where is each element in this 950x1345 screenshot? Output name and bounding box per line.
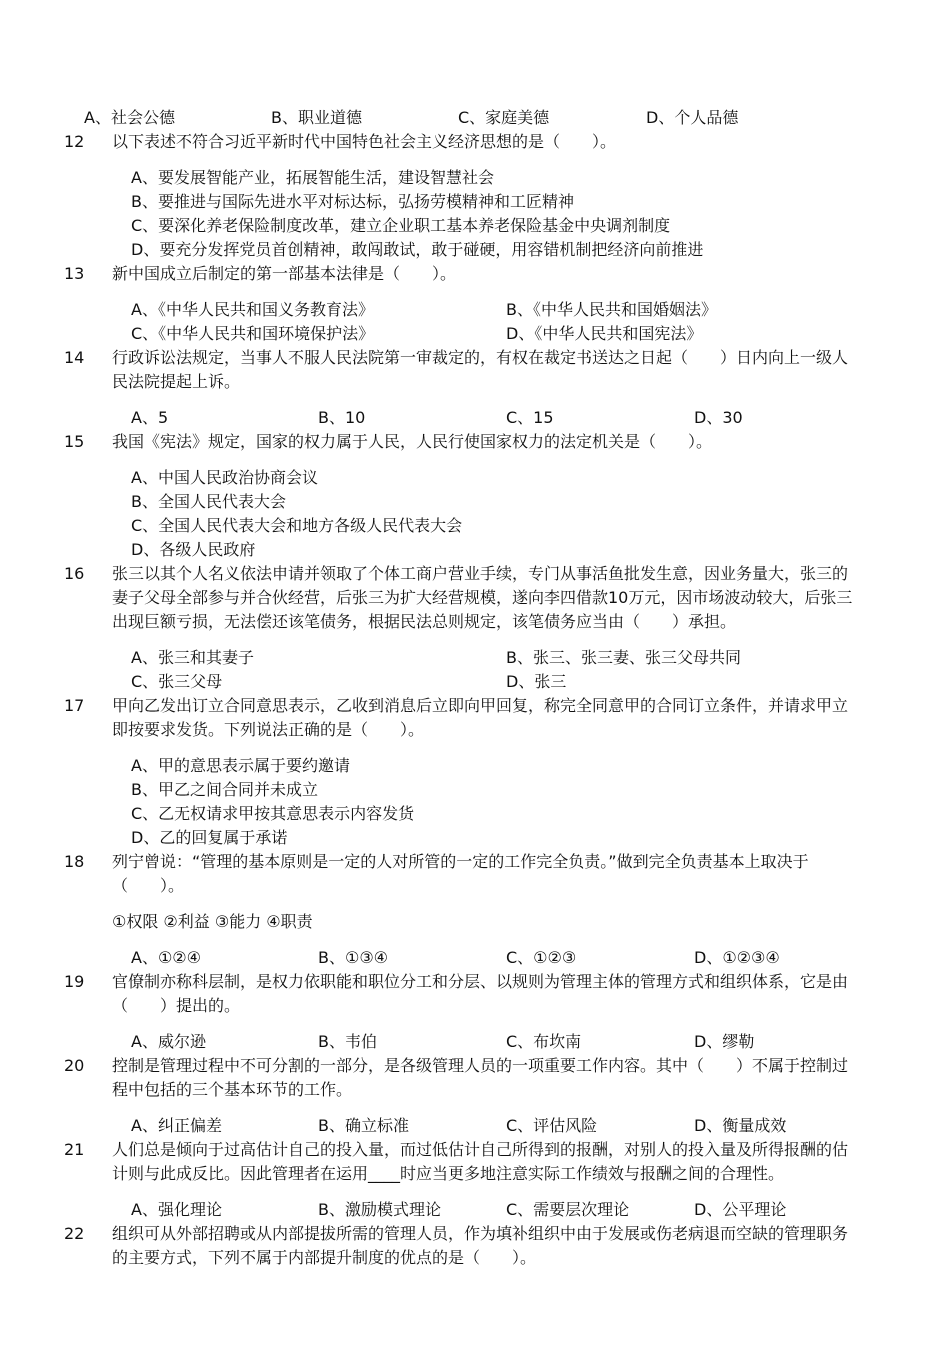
question-stem: 甲向乙发出订立合同意思表示，乙收到消息后立即向甲回复，称完全同意甲的合同订立条件，并请求甲立即按要求发货。下列说法正确的是（ ）。 bbox=[112, 696, 849, 739]
q19-option-d: D、缪勒 bbox=[694, 1032, 755, 1051]
q12-option-c: C、要深化养老保险制度改革，建立企业职工基本养老保险基金中央调剂制度 bbox=[131, 216, 671, 235]
question-number: 14 bbox=[64, 348, 85, 367]
question-stem: 控制是管理过程中不可分割的一部分，是各级管理人员的一项重要工作内容。其中（ ）不属于控制过程中包括的三个基本环节的工作。 bbox=[112, 1056, 849, 1099]
q18-option-c: C、①②③ bbox=[506, 948, 577, 967]
q20-option-d: D、衡量成效 bbox=[694, 1116, 787, 1135]
q21-option-c: C、需要层次理论 bbox=[506, 1200, 630, 1219]
question-stem: 组织可从外部招聘或从内部提拔所需的管理人员，作为填补组织中由于发展或伤老病退而空缺的管理职务的主要方式，下列不属于内部提升制度的优点的是（ ）。 bbox=[112, 1224, 849, 1267]
question-number: 15 bbox=[64, 432, 85, 451]
q20-option-b: B、确立标准 bbox=[318, 1116, 409, 1135]
q21-option-b: B、激励模式理论 bbox=[318, 1200, 441, 1219]
q19-option-c: C、布坎南 bbox=[506, 1032, 582, 1051]
q19-option-a: A、威尔逊 bbox=[131, 1032, 206, 1051]
question-stem: 我国《宪法》规定，国家的权力属于人民，人民行使国家权力的法定机关是（ ）。 bbox=[112, 432, 713, 451]
question-stem: 新中国成立后制定的第一部基本法律是（ ）。 bbox=[112, 264, 457, 283]
q11-option-d: D、个人品德 bbox=[646, 108, 739, 127]
question-number: 20 bbox=[64, 1056, 85, 1075]
q15-option-a: A、中国人民政治协商会议 bbox=[131, 468, 318, 487]
q14-option-b: B、10 bbox=[318, 408, 366, 427]
q17-option-d: D、乙的回复属于承诺 bbox=[131, 828, 288, 847]
question-number: 13 bbox=[64, 264, 85, 283]
question-stem: 官僚制亦称科层制，是权力依职能和职位分工和分层、以规则为管理主体的管理方式和组织体系，它是由（ ）提出的。 bbox=[112, 972, 849, 1015]
q18-item-list: ①权限 ②利益 ③能力 ④职责 bbox=[112, 912, 313, 931]
question-stem: 列宁曾说：“管理的基本原则是一定的人对所管的一定的工作完全负责。”做到完全负责基本上取决于（ ）。 bbox=[112, 852, 809, 895]
q14-option-a: A、5 bbox=[131, 408, 169, 427]
q18-option-b: B、①③④ bbox=[318, 948, 389, 967]
question-stem: 行政诉讼法规定，当事人不服人民法院第一审裁定的，有权在裁定书送达之日起（ ）日内向上一级人民法院提起上诉。 bbox=[112, 348, 849, 391]
q20-option-a: A、纠正偏差 bbox=[131, 1116, 222, 1135]
q12-option-d: D、要充分发挥党员首创精神，敢闯敢试，敢于碰硬，用容错机制把经济向前推进 bbox=[131, 240, 704, 259]
q16-option-b: B、张三、张三妻、张三父母共同 bbox=[506, 648, 741, 667]
q15-option-c: C、全国人民代表大会和地方各级人民代表大会 bbox=[131, 516, 463, 535]
q16-option-d: D、张三 bbox=[506, 672, 567, 691]
q11-option-b: B、职业道德 bbox=[271, 108, 362, 127]
question-number: 19 bbox=[64, 972, 85, 991]
q11-option-c: C、家庭美德 bbox=[458, 108, 550, 127]
q17-option-c: C、乙无权请求甲按其意思表示内容发货 bbox=[131, 804, 415, 823]
q16-option-a: A、张三和其妻子 bbox=[131, 648, 254, 667]
q18-option-d: D、①②③④ bbox=[694, 948, 780, 967]
q14-option-c: C、15 bbox=[506, 408, 554, 427]
question-stem: 以下表述不符合习近平新时代中国特色社会主义经济思想的是（ ）。 bbox=[112, 132, 617, 151]
q13-option-b: B、《中华人民共和国婚姻法》 bbox=[506, 300, 717, 319]
q21-option-a: A、强化理论 bbox=[131, 1200, 222, 1219]
q12-option-b: B、要推进与国际先进水平对标达标，弘扬劳模精神和工匠精神 bbox=[131, 192, 574, 211]
question-stem: 人们总是倾向于过高估计自己的投入量，而过低估计自己所得到的报酬，对别人的投入量及所得报酬的估计则与此成反比。因此管理者在运用____时应当更多地注意实际工作绩效与报酬之间的合理性。 bbox=[112, 1140, 849, 1183]
q16-option-c: C、张三父母 bbox=[131, 672, 223, 691]
question-number: 22 bbox=[64, 1224, 85, 1243]
q15-option-d: D、各级人民政府 bbox=[131, 540, 256, 559]
q15-option-b: B、全国人民代表大会 bbox=[131, 492, 286, 511]
q13-option-a: A、《中华人民共和国义务教育法》 bbox=[131, 300, 374, 319]
q19-option-b: B、韦伯 bbox=[318, 1032, 377, 1051]
q20-option-c: C、评估风险 bbox=[506, 1116, 598, 1135]
q17-option-b: B、甲乙之间合同并未成立 bbox=[131, 780, 318, 799]
q14-option-d: D、30 bbox=[694, 408, 743, 427]
q13-option-d: D、《中华人民共和国宪法》 bbox=[506, 324, 703, 343]
question-stem: 张三以其个人名义依法申请并领取了个体工商户营业手续，专门从事活鱼批发生意，因业务量大，张三的妻子父母全部参与并合伙经营，后张三为扩大经营规模，遂向李四借款10万元，因市场波动较大，后张三出现巨额亏损，无法偿还该笔债务，根据民法总则规定，该笔债务应当由（ ）承担。 bbox=[112, 564, 853, 631]
q17-option-a: A、甲的意思表示属于要约邀请 bbox=[131, 756, 350, 775]
question-number: 18 bbox=[64, 852, 85, 871]
question-number: 17 bbox=[64, 696, 85, 715]
q11-option-a: A、社会公德 bbox=[84, 108, 175, 127]
question-number: 16 bbox=[64, 564, 85, 583]
q18-option-a: A、①②④ bbox=[131, 948, 201, 967]
question-number: 21 bbox=[64, 1140, 85, 1159]
q13-option-c: C、《中华人民共和国环境保护法》 bbox=[131, 324, 375, 343]
question-number: 12 bbox=[64, 132, 85, 151]
q12-option-a: A、要发展智能产业，拓展智能生活，建设智慧社会 bbox=[131, 168, 494, 187]
q21-option-d: D、公平理论 bbox=[694, 1200, 787, 1219]
